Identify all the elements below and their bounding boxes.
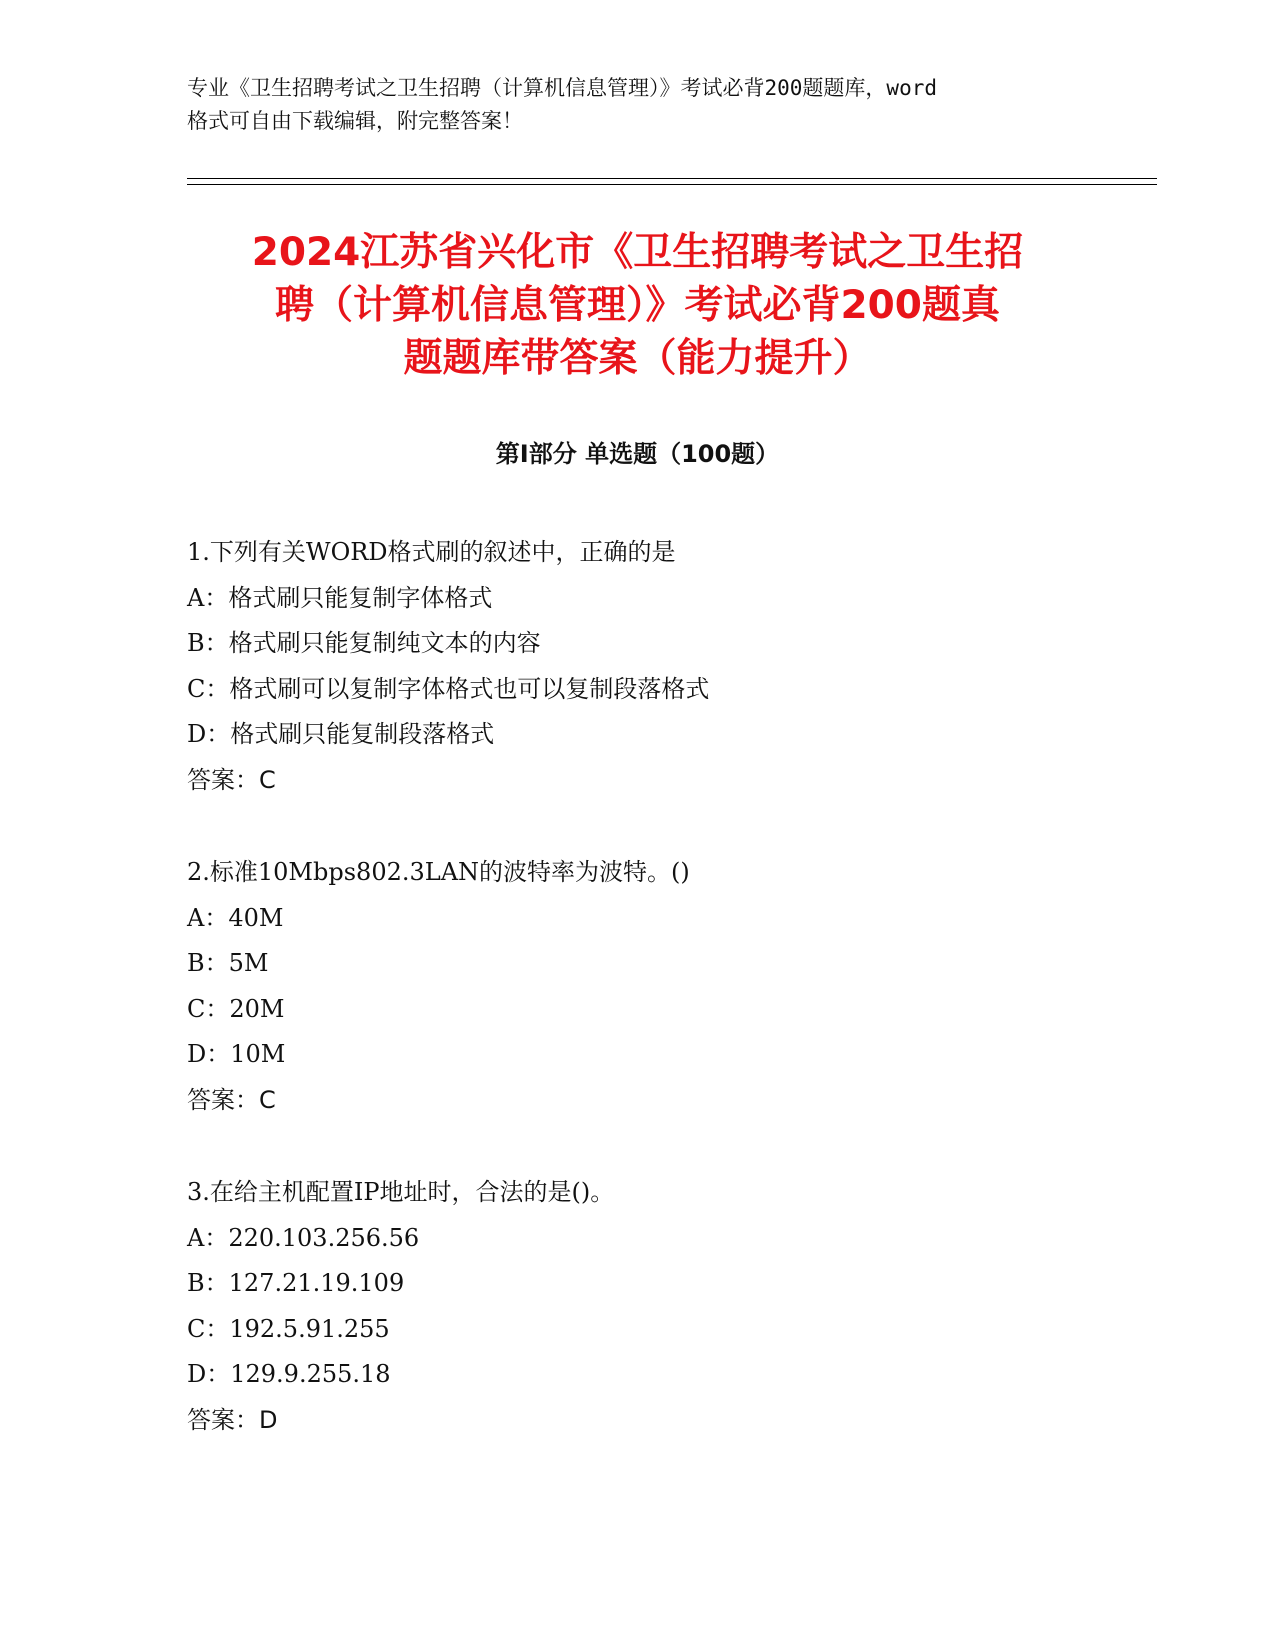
header-note-line-2: 格式可自由下载编辑，附完整答案！ bbox=[187, 109, 523, 133]
title-line-2: 聘（计算机信息管理）》考试必背200题真 bbox=[275, 283, 1000, 328]
section-heading: 第Ⅰ部分 单选题（100题） bbox=[495, 440, 780, 468]
header-divider-top bbox=[187, 178, 1157, 179]
option-b: B：5M bbox=[187, 949, 269, 977]
option-d: D：格式刷只能复制段落格式 bbox=[187, 720, 495, 748]
option-b: B：格式刷只能复制纯文本的内容 bbox=[187, 629, 541, 657]
answer-line: 答案：D bbox=[187, 1405, 278, 1434]
question-stem: 3.在给主机配置IP地址时，合法的是()。 bbox=[187, 1178, 615, 1206]
option-a: A：220.103.256.56 bbox=[187, 1223, 420, 1252]
option-b: B：127.21.19.109 bbox=[187, 1269, 405, 1297]
header-note-line-1: 专业《卫生招聘考试之卫生招聘（计算机信息管理）》考试必背200题题库，word bbox=[187, 76, 937, 100]
option-a: A：格式刷只能复制字体格式 bbox=[187, 583, 493, 612]
option-c: C：20M bbox=[187, 994, 285, 1023]
question-stem: 1.下列有关WORD格式刷的叙述中，正确的是 bbox=[187, 538, 676, 566]
title-line-1: 2024江苏省兴化市《卫生招聘考试之卫生招 bbox=[251, 230, 1024, 275]
document-title bbox=[160, 226, 1115, 385]
answer-line: 答案：C bbox=[187, 765, 276, 794]
option-d: D：10M bbox=[187, 1040, 286, 1068]
question-stem: 2.标准10Mbps802.3LAN的波特率为波特。() bbox=[187, 858, 690, 886]
option-c: C：192.5.91.255 bbox=[187, 1314, 390, 1343]
header-divider-bottom bbox=[187, 184, 1157, 185]
question-block bbox=[187, 1170, 1137, 1443]
option-a: A：40M bbox=[187, 903, 284, 932]
header-note bbox=[187, 72, 1087, 138]
option-c: C：格式刷可以复制字体格式也可以复制段落格式 bbox=[187, 674, 710, 703]
answer-line: 答案：C bbox=[187, 1085, 276, 1114]
question-block bbox=[187, 530, 1137, 803]
title-line-3: 题题库带答案（能力提升） bbox=[403, 336, 872, 381]
option-d: D：129.9.255.18 bbox=[187, 1360, 391, 1388]
question-block bbox=[187, 850, 1137, 1123]
